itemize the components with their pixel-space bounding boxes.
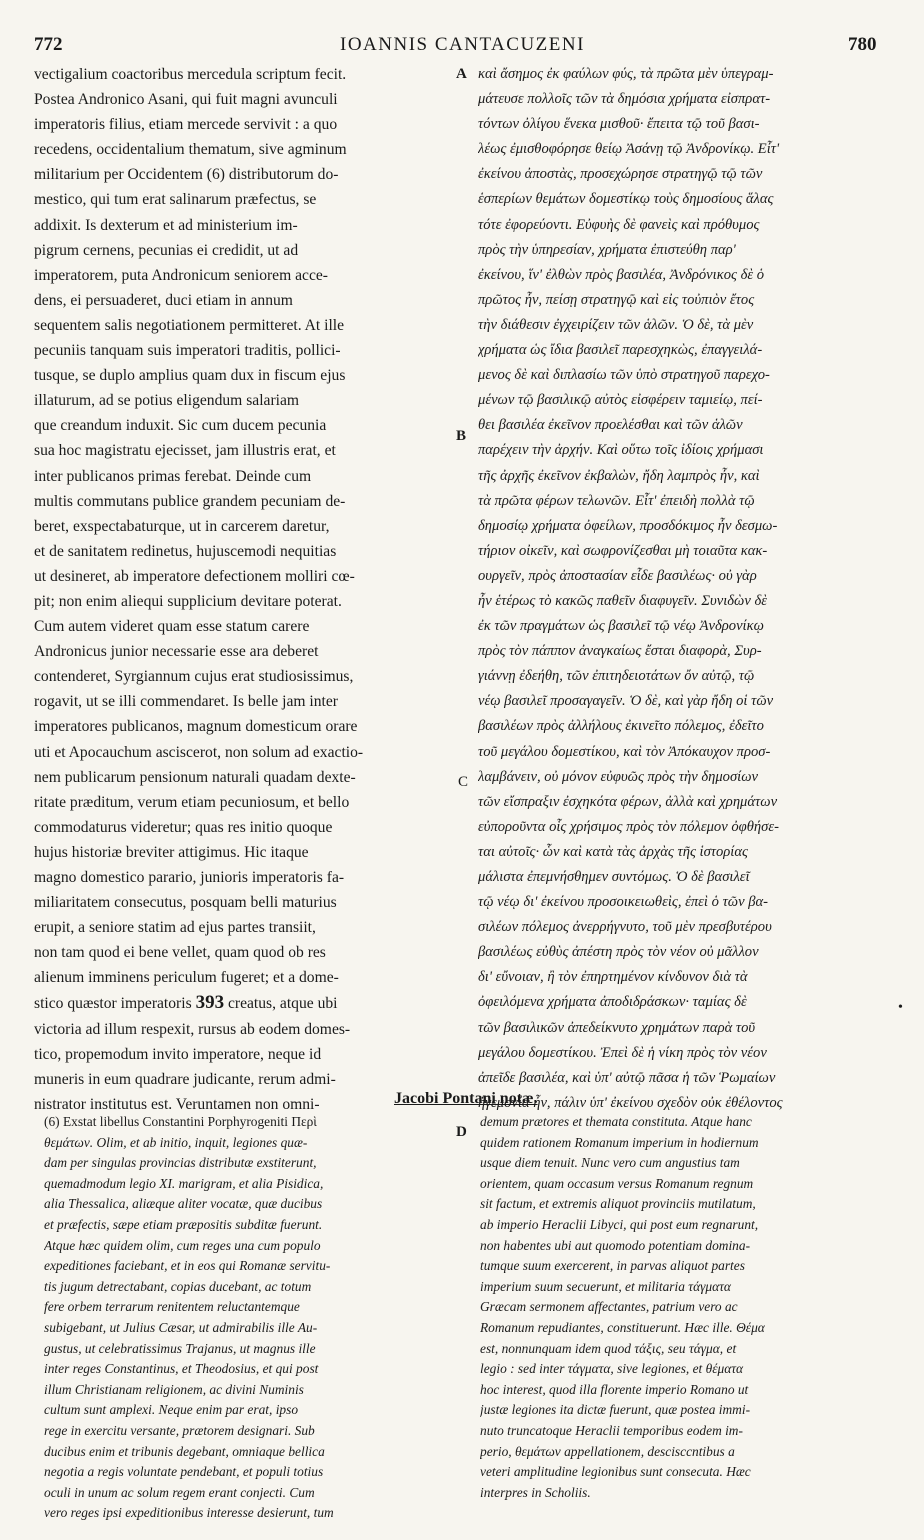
latin-text-line: ut desineret, ab imperatore defectionem molliri cœ- xyxy=(34,567,355,585)
notes-title: Jacobi Pontani notæ. xyxy=(394,1090,538,1107)
greek-text-line: τῶν βασιλικῶν ἀπεδείκνυτο χρημάτων παρὰ τοῦ xyxy=(478,1019,756,1036)
latin-text-line: commodaturus videretur; quas res initio quoque xyxy=(34,818,333,836)
note-text-line: cultum sunt amplexi. Neque enim par erat, ipso xyxy=(44,1402,299,1418)
greek-text-line: τότε ἐφορεύοντι. Εὐφυὴς δὲ φανεὶς καὶ πρόθυμος xyxy=(478,216,760,233)
note-text-line: tis jugum detrectabant, copias ducebant, ac totum xyxy=(44,1278,312,1294)
greek-text-line: ἐκείνου ἀποστὰς, προσεχώρησε στρατηγῷ τῷ τῶν xyxy=(478,166,763,183)
latin-text-line: pigrum cernens, pecunias ei credidit, ut ad xyxy=(34,241,299,259)
latin-text-line: miliaritatem consecutus, posquam belli maturius xyxy=(34,894,337,912)
latin-text-line: Postea Andronico Asani, qui fuit magni avunculi xyxy=(34,91,338,109)
note-text-line: tumque suum exercerent, in parvas aliquot partes xyxy=(480,1258,745,1274)
greek-text-line: ἑσπερίων θεμάτων δομεστίκῳ τοὺς δημοσίους ἅλας xyxy=(478,191,774,208)
note-text-line: expeditiones faciebant, et in eos qui Romanæ servitu- xyxy=(44,1258,331,1274)
margin-marker-c: C xyxy=(458,774,469,790)
latin-text-line: recedens, occidentalium thematum, sive agminum xyxy=(34,141,347,159)
greek-text-line: λαμβάνειν, οὐ μόνον εὐφυῶς πρὸς τὴν δημοσίων xyxy=(478,768,759,785)
note-text-line: Græcam sermonem affectantes, patrium vero ac xyxy=(480,1299,738,1315)
latin-text-line: sua hoc magistratu ejecisset, jam illustris erat, et xyxy=(34,442,336,460)
latin-text-line: rogavit, ut se illi commendaret. Is belle jam inter xyxy=(34,693,338,711)
inline-page-number: 393 xyxy=(195,992,225,1014)
note-text-line: nuto truncatoque Heraclii temporibus eodem im- xyxy=(480,1422,743,1438)
latin-text-line: hujus historiæ breviter attigimus. Hic itaque xyxy=(34,843,309,861)
note-text-line: illum Christianam religionem, ac divini Numinis xyxy=(44,1381,304,1397)
greek-text-line: πρὸς τὴν ὑπηρεσίαν, χρήματα ἐπιστεύθη παρ' xyxy=(478,241,736,258)
note-text-line: quidem rationem Romanum imperium in hodiernum xyxy=(480,1134,759,1150)
greek-text-line: ἡγεμονία ἦν, πάλιν ὑπ' ἐκείνου σχεδὸν οὐκ ἐθέλοντος xyxy=(478,1094,783,1111)
latin-text-line: nem publicarum pensionum naturali quadam dexte- xyxy=(34,768,356,786)
note-text-line: orientem, quam occasum versus Romanum regnum xyxy=(480,1175,754,1191)
greek-text-line: πρῶτος ἦν, πείσῃ στρατηγῷ καὶ εἰς τοὐπιὸν ἔτος xyxy=(478,291,755,308)
latin-text-column xyxy=(34,62,452,1117)
latin-text-line: victoria ad illum respexit, rursus ab eodem domes- xyxy=(34,1020,351,1038)
greek-text-line: καὶ ἄσημος ἐκ φαύλων φύς, τὰ πρῶτα μὲν ὑπεγραμ- xyxy=(478,66,774,82)
greek-text-line: ἐκ τῶν πραγμάτων ὡς βασιλεῖ τῷ νέῳ Ἀνδρονίκῳ xyxy=(478,618,764,635)
note-text-line: quemadmodum legio XI. marigram, et alia Pisidica, xyxy=(44,1175,324,1191)
latin-text-line: dens, ei persuaderet, duci etiam in annum xyxy=(34,291,293,309)
note-text-line: gustus, ut celebratissimus Trajanus, ut magnus ille xyxy=(44,1340,316,1356)
notes-left-column xyxy=(44,1112,454,1524)
latin-text-line: vectigalium coactoribus mercedula scriptum fecit. xyxy=(34,66,347,83)
latin-text-line: mestico, qui tum erat salinarum præfectus, se xyxy=(34,191,317,209)
greek-text-line: τῆς ἀρχῆς ἐκεῖνον ἐκβαλὼν, ἤδη λαμπρὸς ἦν, καὶ xyxy=(478,467,760,484)
note-text-line: fere orbem terrarum renitentem reluctantemque xyxy=(44,1299,300,1315)
latin-text-line: erupit, a seniore statim ad ejus partes transiit, xyxy=(34,919,316,937)
greek-text-line: τήριον οἰκεῖν, καὶ σωφρονίζεσθαι μὴ τοιαῦτα κακ- xyxy=(478,542,768,559)
note-text-line: justæ legiones ita dictæ fuerunt, quæ postea immi- xyxy=(480,1402,751,1418)
latin-text-line: illaturum, ad se potius eligendum salariam xyxy=(34,392,300,410)
latin-text-line: tico, propemodum invito imperatore, neque id xyxy=(34,1045,322,1063)
note-text-line: inter reges Constantinus, et Theodosius, et qui post xyxy=(44,1361,319,1377)
latin-line-fragment: creatus, atque ubi xyxy=(227,995,338,1013)
greek-text-line: ἦν ἑτέρως τὸ κακῶς παθεῖν διαφυγεῖν. Συνιδὼν δὲ xyxy=(478,592,768,609)
note-text-line: est, nonnunquam idem quod τάξις, seu τάγμα, et xyxy=(480,1340,737,1356)
latin-line-fragment: stico quæstor imperatoris xyxy=(34,995,192,1013)
latin-text-line: multis commutans publice grandem pecuniam de- xyxy=(34,492,346,510)
note-text-line: subigebant, ut Julius Cæsar, ut admirabilis ille Au- xyxy=(44,1319,318,1335)
page-number-left: 772 xyxy=(34,34,63,55)
note-text-line: ab imperio Heraclii Libyci, qui post eum regnarunt, xyxy=(480,1216,759,1232)
latin-text-line: pit; non enim aliequi supplicium devitare poterat. xyxy=(34,592,342,610)
greek-text-line: ται αὐτοῖς· ὧν καὶ κατὰ τὰς ἀρχὰς τῆς ἱστορίας xyxy=(478,843,748,860)
greek-text-line: μεγάλου δομεστίκου. Ἐπεὶ δὲ ἡ νίκη πρὸς τὸν νέον xyxy=(478,1044,767,1061)
greek-text-line: τὰ πρῶτα φέρων τελωνῶν. Εἶτ' ἐπειδὴ πολλὰ τῷ xyxy=(478,492,755,509)
greek-text-line: βασιλέων πρὸς ἀλλήλους ἐκινεῖτο πόλεμος, ἐδεῖτο xyxy=(478,718,764,735)
latin-text-line: tusque, se duplo amplius quam dux in fiscum ejus xyxy=(34,367,346,385)
greek-text-line: παρέχειν τὴν ἀρχήν. Καὶ οὕτω τοῖς ἰδίοις χρήμασι xyxy=(478,442,764,459)
latin-text-line: beret, exspectabaturque, ut in carcerem daretur, xyxy=(34,517,330,535)
note-text-line: (6) Exstat libellus Constantini Porphyrogeniti Περὶ xyxy=(44,1114,317,1129)
note-text-line: dam per singulas provincias distributæ exstiterunt, xyxy=(44,1155,317,1171)
greek-text-line: δημοσίῳ χρήματα ὀφείλων, προσδόκιμος ἦν δεσμω- xyxy=(478,517,778,534)
latin-text-line: imperatores publicanos, magnum domesticum orare xyxy=(34,718,358,736)
greek-text-line: μάλιστα ἐπεμνήσθημεν συντόμως. Ὁ δὲ βασιλεῖ xyxy=(478,869,750,885)
margin-dot: • xyxy=(898,1000,903,1015)
greek-text-line: λέως ἐμισθοφόρησε θείῳ Ἀσάνῃ τῷ Ἀνδρονίκῳ. Εἶτ' xyxy=(478,141,780,158)
page-number-right: 780 xyxy=(848,34,877,55)
latin-text-line: contenderet, Syrgiannum cujus erat studiosissimus, xyxy=(34,668,354,686)
notes-right-column xyxy=(480,1112,892,1503)
latin-text-line: alienum imminens periculum fugeret; et a dome- xyxy=(34,969,339,987)
note-text-line: Atque hæc quidem olim, cum reges una cum populo xyxy=(44,1237,321,1253)
note-text-line: θεμάτων. Olim, et ab initio, inquit, legiones quæ- xyxy=(44,1134,308,1150)
latin-text-line: Andronicus junior necessarie esse ara deberet xyxy=(34,643,319,661)
greek-text-line: θει βασιλέα ἐκεῖνον προελέσθαι καὶ τῶν ἁλῶν xyxy=(478,417,743,434)
note-text-line: demum prætores et themata constituta. Atque hanc xyxy=(480,1114,752,1129)
note-text-line: ducibus enim et tribunis degebant, omniaque bellica xyxy=(44,1443,325,1459)
note-text-line: negotia a regis voluntate pendebant, et populi totius xyxy=(44,1464,324,1480)
latin-text-line: sequentem salis negotiationem permitteret. At ille xyxy=(34,316,345,334)
margin-marker-a: A xyxy=(456,66,467,82)
greek-text-line: εὐποροῦντα οἷς χρήσιμος πρὸς τὸν πόλεμον ὀφθήσε- xyxy=(478,818,779,835)
greek-text-line: τὴν διάθεσιν ἐγχειρίζειν τῶν ἁλῶν. Ὁ δὲ, τὰ μὲν xyxy=(478,316,754,333)
latin-text-line: inter publicanos primas ferebat. Deinde cum xyxy=(34,467,312,485)
note-text-line: perio, θεμάτων appellationem, descisccntibus a xyxy=(480,1443,735,1459)
latin-text-line: nistrator institutus est. Veruntamen non omni- xyxy=(34,1095,320,1113)
note-text-line: Romanum repudiantes, constituerunt. Hæc ille. Θέμα xyxy=(480,1319,765,1335)
greek-text-line: τόντων ὀλίγου ἕνεκα μισθοῦ· ἔπειτα τῷ τοῦ βασι- xyxy=(478,116,760,133)
greek-text-line: βασιλέως εὐθὺς ἀπέστη πρὸς τὸν νέον οὐ μᾶλλον xyxy=(478,944,759,961)
latin-text-line: muneris in eum quadrare judicante, rerum admi- xyxy=(34,1070,336,1088)
greek-text-line: γιάννῃ ἐδεήθη, τῶν ἐπιτηδειοτάτων ὄν αὐτῷ, τῷ xyxy=(478,668,755,685)
note-text-line: rege in exercitu versante, prætorem designari. Sub xyxy=(44,1422,315,1438)
note-text-line: interpres in Scholiis. xyxy=(480,1484,591,1500)
latin-text-line: imperatoris filius, etiam mercede servivit : a quo xyxy=(34,116,338,134)
latin-text-line: et de sanitatem redinetus, hujuscemodi nequitias xyxy=(34,542,337,560)
note-text-line: veteri amplitudine legionibus sunt consecuta. Hæc xyxy=(480,1464,751,1480)
greek-text-column xyxy=(478,62,888,1116)
note-text-line: usque diem tenuit. Nunc vero cum angustius tam xyxy=(480,1155,740,1171)
latin-text-line: Cum autem videret quam esse statum carere xyxy=(34,618,310,636)
note-text-line: oculi in unum ac solum regem erant conjecti. Cum xyxy=(44,1484,315,1500)
greek-text-line: τοῦ μεγάλου δομεστίκου, καὶ τὸν Ἀπόκαυχον προσ- xyxy=(478,743,771,760)
latin-text-line: pecuniis tanquam suis imperatori traditis, pollici- xyxy=(34,342,341,360)
note-text-line: vero reges ipsi expeditionibus interesse desierunt, tum xyxy=(44,1505,334,1521)
note-text-line: non habentes ubi aut quomodo potentiam domina- xyxy=(480,1237,751,1253)
latin-text-line: militarium per Occidentem (6) distributorum do- xyxy=(34,166,339,184)
greek-text-line: ἀπεῖδε βασιλέα, καὶ ὑπ' αὐτῷ πᾶσα ἡ τῶν Ῥωμαίων xyxy=(478,1069,776,1086)
margin-marker-b: B xyxy=(456,428,467,444)
latin-text-line: uti et Apocauchum asciscerot, non solum ad exactio- xyxy=(34,743,364,761)
note-text-line: sit factum, et extremis aliquot provinciis mutilatum, xyxy=(480,1196,756,1212)
greek-text-line: δι' εὔνοιαν, ἢ τὸν ἐπηρτημένον κίνδυνον διὰ τὰ xyxy=(478,969,748,986)
greek-text-line: τῷ νέῳ δι' ἐκείνου προσοικειωθεὶς, ἐπεὶ ὁ τῶν βα- xyxy=(478,894,769,911)
note-text-line: alia Thessalica, aliæque aliter vocatæ, quæ ducibus xyxy=(44,1196,323,1212)
note-text-line: et præfectis, sæpe etiam præpositis subditæ fuerunt. xyxy=(44,1216,323,1232)
greek-text-line: χρήματα ὡς ἴδια βασιλεῖ παρεσχηκὼς, ἐπαγγειλά- xyxy=(478,342,763,359)
greek-text-line: πρὸς τὸν πάππον ἀναγκαίως ἔσται διαφορὰ, Συρ- xyxy=(478,643,762,660)
greek-text-line: ὀφειλόμενα χρήματα ἀποδιδράσκων· ταμίας δὲ xyxy=(478,994,747,1011)
note-text-line: hoc interest, quod illa florente imperio Romano ut xyxy=(480,1381,749,1397)
greek-text-line: ουργεῖν, πρὸς ἀποστασίαν εἶδε βασιλέως· οὐ γὰρ xyxy=(478,567,757,584)
greek-text-line: μένων τῷ βασιλικῷ αὐτὸς εἰσφέρειν ταμιείῳ, πεί- xyxy=(478,392,763,409)
greek-text-line: ἐκείνου, ἵν' ἐλθὼν πρὸς βασιλέα, Ἀνδρόνικος δὲ ὁ xyxy=(478,266,765,283)
latin-text-line: que creandum induxit. Sic cum ducem pecunia xyxy=(34,417,327,435)
latin-text-line: ritate præditum, verum etiam pecuniosum, et bello xyxy=(34,793,350,811)
latin-text-line: magno domestico parario, junioris imperatoris fa- xyxy=(34,869,345,886)
margin-marker-d: D xyxy=(456,1124,467,1140)
running-head: IOANNIS CANTACUZENI xyxy=(340,34,585,55)
greek-text-line: σιλέων πόλεμος ἀνερρήγνυτο, τοῦ μὲν πρεσβυτέρου xyxy=(478,919,772,936)
latin-text-line: non tam quod ei bene vellet, quam quod ob res xyxy=(34,944,326,962)
greek-text-line: μενος δὲ καὶ διπλασίω τῶν ὑπὸ στρατηγοῦ παρεχο- xyxy=(478,367,770,384)
note-text-line: imperium suum secuerunt, et militaria τάγματα xyxy=(480,1278,731,1294)
latin-text-line: addixit. Is dexterum et ad ministerium im- xyxy=(34,216,298,234)
latin-text-line xyxy=(34,990,452,1016)
note-text-line: legio : sed inter τάγματα, sive legiones, et θέματα xyxy=(480,1361,744,1377)
latin-text-line: imperatorem, puta Andronicum seniorem acce- xyxy=(34,266,329,284)
greek-text-line: μάτευσε πολλοῖς τῶν τὰ δημόσια χρήματα εἰσπρατ- xyxy=(478,91,771,108)
greek-text-line: τῶν εἴσπραξιν ἐσχηκότα φέρων, ἀλλὰ καὶ χρημάτων xyxy=(478,793,778,810)
greek-text-line: νέῳ βασιλεῖ προσαγαγεῖν. Ὁ δὲ, καὶ γὰρ ἤδη οἱ τῶν xyxy=(478,693,774,710)
